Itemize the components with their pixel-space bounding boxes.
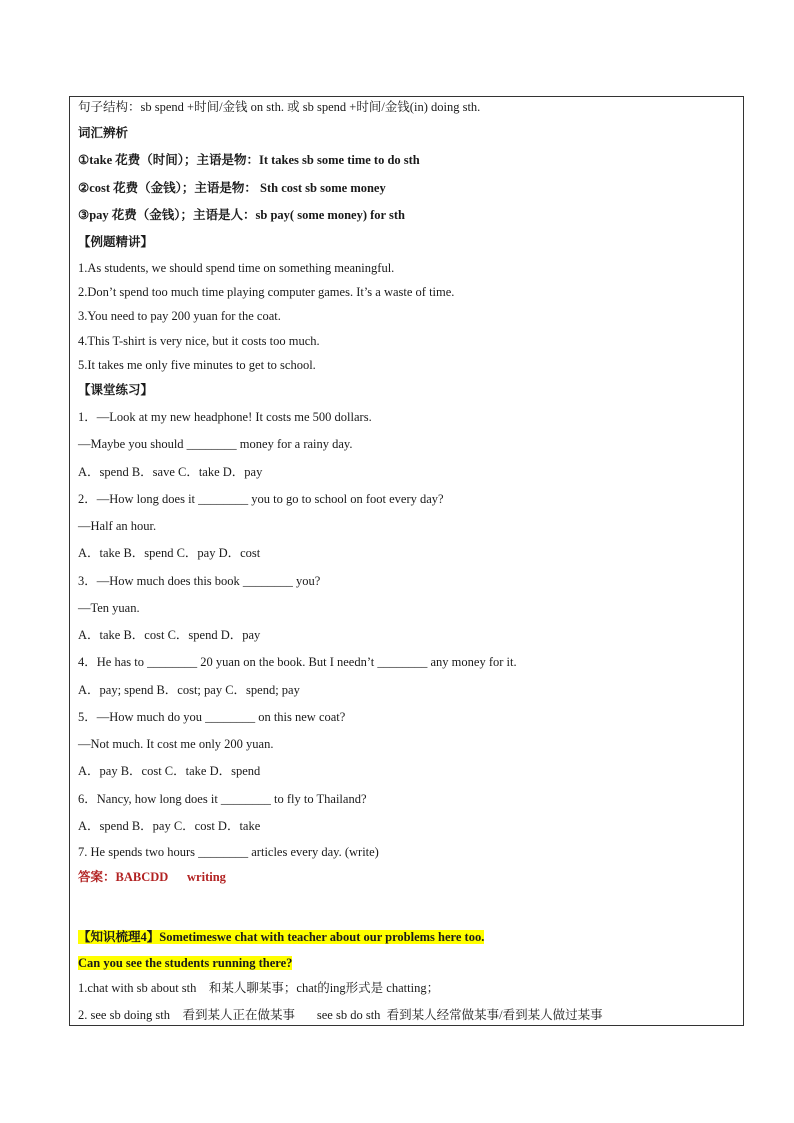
- practice-line: 5．—How much do you ________ on this new coat?: [78, 710, 346, 724]
- vocab-title: 词汇辨析: [78, 126, 129, 140]
- answer-line: 答案：BABCDD writing: [78, 870, 226, 884]
- example-2: 2.Don’t spend too much time playing computer games. It’s a waste of time.: [78, 285, 455, 299]
- practice-line: 1．—Look at my new headphone! It costs me 500 dollars.: [78, 410, 372, 424]
- practice-line: 2．—How long does it ________ you to go to school on foot every day?: [78, 492, 444, 506]
- example-1: 1.As students, we should spend time on something meaningful.: [78, 261, 395, 275]
- kp4-line-2: Can you see the students running there?: [78, 956, 293, 970]
- practice-options: A．pay B．cost C．take D．spend: [78, 764, 261, 778]
- kp4-line-1: 【知识梳理4】Sometimeswe chat with teacher about our problems here too.: [78, 930, 485, 944]
- practice-options: A．spend B．pay C．cost D．take: [78, 819, 261, 833]
- practice-line: 3．—How much does this book ________ you?: [78, 574, 321, 588]
- practice-line: —Half an hour.: [78, 519, 157, 533]
- vocab-pay: ③pay 花费（金钱）；主语是人：sb pay( some money) for sth: [78, 208, 405, 222]
- kp4-subheading: [78, 955, 292, 971]
- practice-line: —Not much. It cost me only 200 yuan.: [78, 737, 274, 751]
- practice-line: —Maybe you should ________ money for a rainy day.: [78, 437, 353, 451]
- structure-line: 句子结构：sb spend +时间/金钱 on sth. 或 sb spend +时间/金钱(in) doing sth.: [78, 100, 481, 114]
- practice-line: 6．Nancy, how long does it ________ to fly to Thailand?: [78, 792, 367, 806]
- example-4: 4.This T-shirt is very nice, but it costs too much.: [78, 334, 320, 348]
- practice-line: 4．He has to ________ 20 yuan on the book. But I needn’t ________ any money for it.: [78, 655, 517, 669]
- example-5: 5.It takes me only five minutes to get to school.: [78, 358, 316, 372]
- kp4-heading: [78, 929, 484, 945]
- content-frame: [69, 96, 744, 1026]
- kp4-point-2: 2. see sb doing sth 看到某人正在做某事 see sb do sth 看到某人经常做某事/看到某人做过某事: [78, 1008, 603, 1022]
- kp4-point-1: 1.chat with sb about sth 和某人聊某事；chat的ing形式是 chatting；: [78, 981, 440, 995]
- example-3: 3.You need to pay 200 yuan for the coat.: [78, 309, 281, 323]
- practice-line: 7. He spends two hours ________ articles every day. (write): [78, 845, 379, 859]
- practice-line: —Ten yuan.: [78, 601, 140, 615]
- practice-options: A．pay; spend B．cost; pay C．spend; pay: [78, 683, 300, 697]
- practice-options: A．take B．cost C．spend D．pay: [78, 628, 261, 642]
- practice-options: A．take B．spend C．pay D．cost: [78, 546, 261, 560]
- vocab-take: ①take 花费（时间）；主语是物：It takes sb some time to do sth: [78, 153, 420, 167]
- practice-title: 【课堂练习】: [78, 383, 154, 397]
- vocab-cost: ②cost 花费（金钱）；主语是物： Sth cost sb some money: [78, 181, 386, 195]
- practice-options: A．spend B．save C．take D．pay: [78, 465, 263, 479]
- examples-title: 【例题精讲】: [78, 235, 154, 249]
